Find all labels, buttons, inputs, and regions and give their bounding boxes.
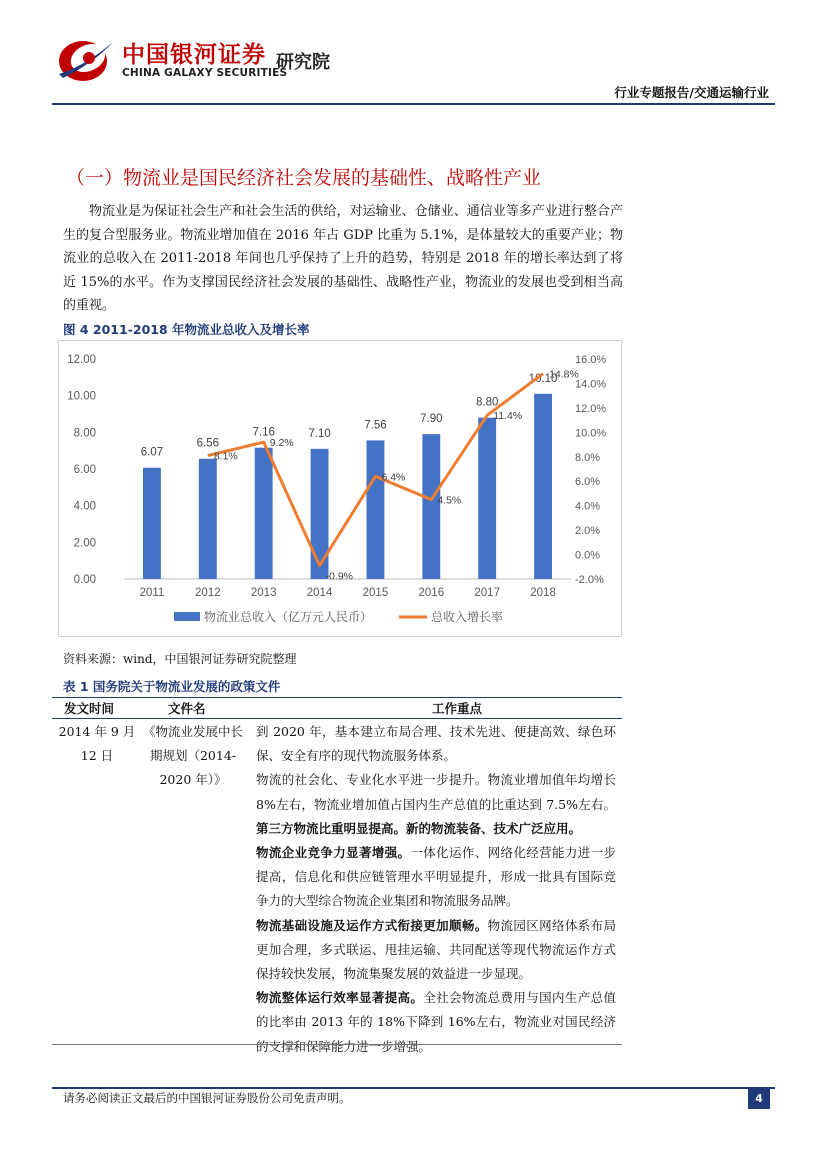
- table-bottom-rule: [52, 1044, 622, 1045]
- section-title: （一）物流业是国民经济社会发展的基础性、战略性产业: [66, 167, 542, 189]
- brand-name-cn: 中国银河证券: [122, 42, 266, 68]
- growth-data-label: 11.4%: [493, 410, 523, 423]
- body-paragraph: 物流业是为保证社会生产和社会生活的供给，对运输业、仓储业、通信业等多产业进行整合产生的复合型服务业。物流业增加值在 2016 年占 GDP 比重为 5.1%，是体量较大的重要产业；物流业的总收入在 2011-2018 年间也几乎保持了上升的趋势，特别是 2018 年的增长率达到了将近 15%的水平。作为支撑国民经济社会发展的基础性、战略性产业，物流业的发展也受到相当高的重视。: [63, 204, 623, 313]
- revenue-bar: [311, 449, 329, 579]
- x-tick-label: 2016: [418, 587, 445, 599]
- table-header-focus: 工作重点: [432, 701, 483, 716]
- y-right-tick-label: 8.0%: [575, 451, 601, 464]
- y-left-tick-label: 4.00: [73, 500, 96, 513]
- legend-bar-swatch: [174, 612, 200, 621]
- revenue-bar: [534, 394, 552, 579]
- growth-data-label: 6.4%: [381, 471, 406, 484]
- y-left-tick-label: 10.00: [67, 390, 96, 403]
- revenue-growth-chart: [59, 341, 621, 636]
- growth-data-label: 9.2%: [269, 437, 294, 450]
- y-right-tick-label: 0.0%: [575, 549, 601, 562]
- revenue-bar: [143, 468, 161, 579]
- revenue-data-label: 7.16: [252, 426, 275, 439]
- y-left-tick-label: 12.00: [67, 354, 96, 366]
- institute-label: 研究院: [276, 52, 330, 73]
- y-right-tick-label: 14.0%: [575, 378, 607, 391]
- y-left-tick-label: 8.00: [73, 427, 96, 440]
- revenue-data-label: 7.56: [364, 419, 387, 432]
- focus-item: 物流整体运行效率显著提高。全社会物流总费用与国内生产总值的比率由 2013 年的 18%下降到 16%左右，物流业对国民经济的支撑和保障能力进一步增强。: [256, 990, 616, 1054]
- table-header-rule: [52, 718, 622, 719]
- revenue-data-label: 8.80: [475, 396, 499, 409]
- figure-caption: 图 4 2011-2018 年物流业总收入及增长率: [63, 322, 310, 337]
- y-left-tick-label: 6.00: [73, 464, 96, 476]
- table-header: [52, 699, 622, 717]
- revenue-data-label: 10.10: [528, 372, 558, 385]
- revenue-data-label: 6.56: [196, 437, 220, 450]
- y-right-tick-label: 2.0%: [575, 525, 601, 538]
- revenue-bar: [478, 418, 496, 579]
- header-divider: [52, 103, 775, 105]
- y-right-tick-label: 10.0%: [575, 427, 607, 440]
- y-left-tick-label: 0.00: [73, 574, 96, 586]
- table-cell-focus: [256, 720, 616, 1059]
- page-number: 4: [748, 1088, 770, 1109]
- y-left-tick-label: 2.00: [73, 537, 96, 550]
- x-tick-label: 2018: [530, 587, 556, 599]
- growth-data-label: 14.8%: [549, 368, 579, 381]
- y-right-tick-label: 4.0%: [575, 500, 601, 513]
- focus-item: 到 2020 年，基本建立布局合理、技术先进、便捷高效、绿色环保、安全有序的现代物流服务体系。: [256, 724, 616, 764]
- legend-line-label: 总收入增长率: [431, 610, 504, 624]
- legend-bar-label: 物流业总收入（亿万元人民币）: [204, 610, 373, 624]
- focus-item: 物流基础设施及运作方式衔接更加顺畅。物流园区网络体系布局更加合理，多式联运、甩挂运输、共同配送等现代物流运作方式保持较快发展，物流集聚发展的效益进一步显现。: [256, 917, 616, 982]
- focus-item: 物流的社会化、专业化水平进一步提升。物流业增加值年均增长 8%左右，物流业增加值占国内生产总值的比重达到 7.5%左右。第三方物流比重明显提高。新的物流装备、技术广泛应用。: [256, 772, 616, 836]
- chart-container: [58, 340, 622, 637]
- table-caption: 表 1 国务院关于物流业发展的政策文件: [63, 679, 281, 694]
- table-cell-document: 《物流业发展中长期规划（2014-2020 年）》: [143, 724, 244, 787]
- x-tick-label: 2011: [139, 587, 165, 599]
- report-type-label: 行业专题报告/交通运输行业: [614, 85, 769, 100]
- table-header-doc: 文件名: [168, 701, 206, 716]
- revenue-bar: [255, 448, 273, 579]
- growth-data-label: 8.1%: [213, 450, 238, 463]
- revenue-data-label: 6.07: [140, 446, 164, 459]
- disclaimer-note: 请务必阅读正文最后的中国银河证券股份公司免责声明。: [63, 1091, 351, 1105]
- revenue-bar: [366, 440, 384, 579]
- growth-data-label: 4.5%: [437, 494, 462, 507]
- revenue-bar: [199, 459, 217, 579]
- table-header-date: 发文时间: [64, 701, 115, 716]
- revenue-data-label: 7.10: [308, 427, 331, 440]
- focus-item: 物流企业竞争力显著增强。一体化运作、网络化经营能力进一步提高，信息化和供应链管理水平明显提升，形成一批具有国际竞争力的大型综合物流企业集团和物流服务品牌。: [256, 845, 616, 909]
- table-top-rule: [52, 697, 622, 698]
- brand-name-en: CHINA GALAXY SECURITIES: [122, 67, 288, 79]
- x-tick-label: 2017: [474, 587, 500, 599]
- y-right-tick-label: -2.0%: [575, 574, 604, 586]
- footer-divider: [52, 1087, 775, 1089]
- table-cell-date: 2014 年 9 月 12 日: [58, 724, 136, 763]
- growth-data-label: -0.9%: [325, 570, 353, 583]
- y-right-tick-label: 6.0%: [575, 476, 601, 489]
- y-right-tick-label: 16.0%: [575, 354, 607, 366]
- revenue-bar: [422, 434, 440, 579]
- x-tick-label: 2014: [306, 587, 333, 599]
- y-right-tick-label: 12.0%: [575, 402, 607, 415]
- x-tick-label: 2013: [250, 587, 277, 599]
- revenue-data-label: 7.90: [420, 413, 443, 426]
- galaxy-logo-icon: [55, 36, 115, 84]
- x-tick-label: 2015: [362, 587, 389, 599]
- figure-source: 资料来源：wind，中国银河证券研究院整理: [63, 652, 297, 666]
- x-tick-label: 2012: [195, 587, 221, 599]
